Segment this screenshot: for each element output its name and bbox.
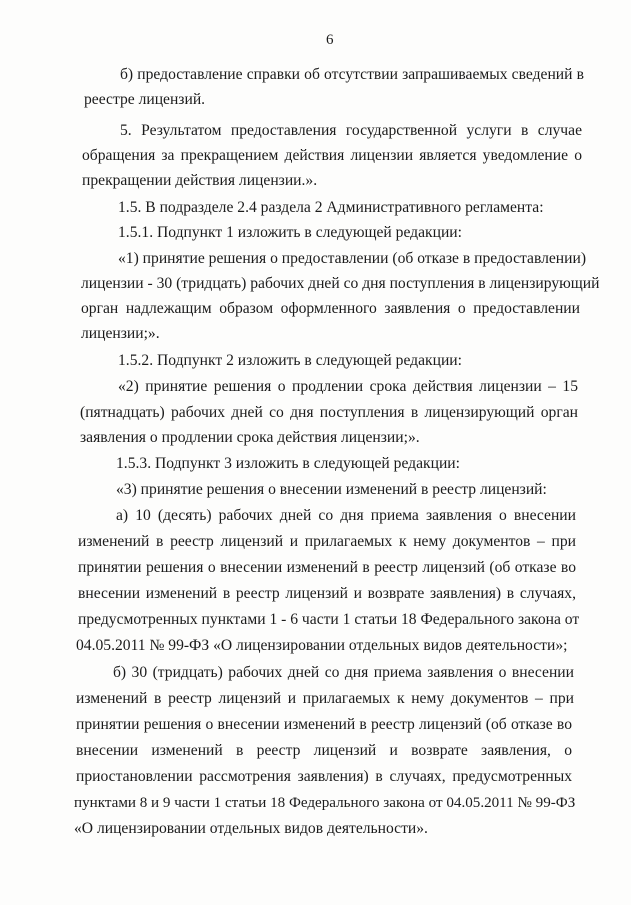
text-line: реестре лицензий. <box>84 91 206 108</box>
text-line: принятии решения о внесении изменений в реестр лицензий (об отказе во <box>78 559 576 576</box>
text-line: (пятнадцать) рабочих дней со дня поступления в лицензирующий орган <box>80 404 578 421</box>
text-line: 1.5.3. Подпункт 3 изложить в следующей редакции: <box>116 455 460 472</box>
text-line: а) 10 (десять) рабочих дней со дня приема заявления о внесении <box>116 507 576 524</box>
text-line: приостановлении рассмотрения заявления) в случаях, предусмотренных <box>76 768 572 785</box>
text-line: «2) принятие решения о продлении срока действия лицензии – 15 <box>118 378 578 395</box>
text-line: прекращении действия лицензии.». <box>82 172 318 189</box>
text-line: 1.5.2. Подпункт 2 изложить в следующей редакции: <box>118 352 462 369</box>
text-line: 1.5.1. Подпункт 1 изложить в следующей редакции: <box>118 224 462 241</box>
text-line: 04.05.2011 № 99-ФЗ «О лицензировании отдельных видов деятельности»; <box>76 637 568 654</box>
text-line: орган надлежащим образом оформленного заявления о предоставлении <box>81 300 580 317</box>
text-line: «1) принятие решения о предоставлении (об отказе в предоставлении) <box>118 250 587 267</box>
text-line: обращения за прекращением действия лицензии является уведомление о <box>82 147 582 164</box>
text-line: «3) принятие решения о внесении изменений в реестр лицензий: <box>116 481 547 498</box>
text-line: б) предоставление справки об отсутствии запрашиваемых сведений в <box>120 66 584 83</box>
text-line: 5. Результатом предоставления государственной услуги в случае <box>120 122 582 139</box>
text-line: принятии решения о внесении изменений в реестр лицензий (об отказе во <box>76 716 572 733</box>
text-line: «О лицензировании отдельных видов деятельности». <box>74 820 428 837</box>
text-line: б) 30 (тридцать) рабочих дней со дня приема заявления о внесении <box>113 664 574 681</box>
text-line: изменений в реестр лицензий и прилагаемых к нему документов – при <box>76 690 574 707</box>
text-line: пунктами 8 и 9 части 1 статьи 18 Федерального закона от 04.05.2011 № 99-ФЗ <box>74 795 576 811</box>
text-line: 1.5. В подразделе 2.4 раздела 2 Административного регламента: <box>118 199 544 216</box>
text-line: лицензии - 30 (тридцать) рабочих дней со дня поступления в лицензирующий <box>81 275 600 292</box>
text-line: изменений в реестр лицензий и прилагаемых к нему документов – при <box>78 533 576 550</box>
text-line: внесении изменений в реестр лицензий и возврате заявления, о <box>76 742 572 759</box>
text-line: внесении изменений в реестр лицензий и возврате заявления) в случаях, <box>78 585 576 602</box>
text-line: предусмотренных пунктами 1 - 6 части 1 статьи 18 Федерального закона от <box>78 611 580 628</box>
text-line: заявления о продлении срока действия лицензии;». <box>80 429 420 446</box>
page-number: 6 <box>326 32 334 48</box>
text-line: лицензии;». <box>81 325 160 342</box>
